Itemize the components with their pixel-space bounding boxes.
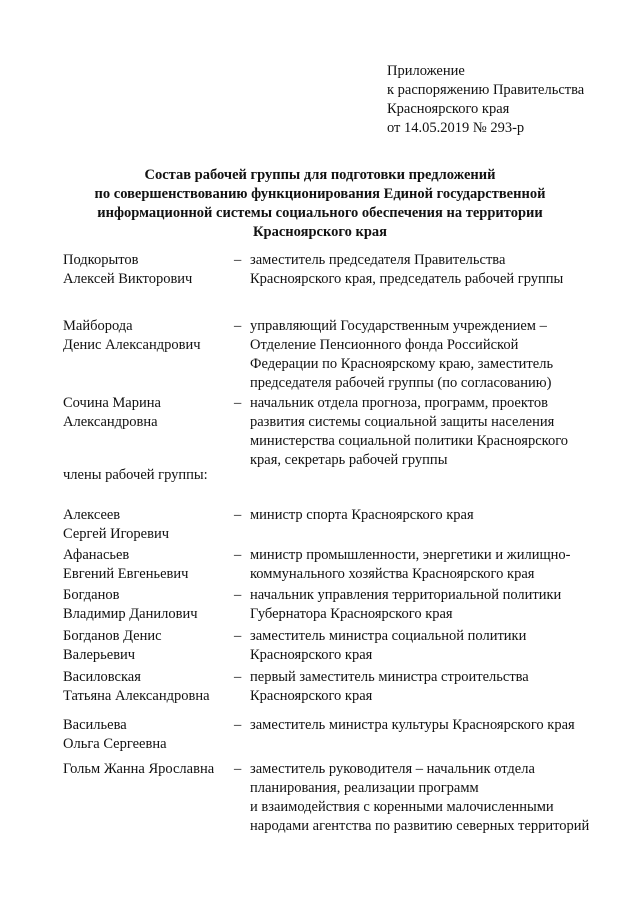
person-role: заместитель министра социальной политики Красноярского края <box>250 628 527 663</box>
person-role: заместитель министра культуры Красноярского края <box>250 717 575 733</box>
dash: – <box>234 395 242 411</box>
dash: – <box>234 717 242 733</box>
dash: – <box>234 669 242 685</box>
appendix-line: Красноярского края <box>387 101 510 117</box>
title-line: Красноярского края <box>253 224 387 240</box>
person-role: министр спорта Красноярского края <box>250 507 474 523</box>
appendix-line: Приложение <box>387 63 465 79</box>
dash: – <box>234 252 242 268</box>
person-name: Алексеев Сергей Игоревич <box>63 507 170 542</box>
appendix-line: к распоряжению Правительства <box>387 82 585 98</box>
dash: – <box>234 628 242 644</box>
person-role: первый заместитель министра строительства Красноярского края <box>250 669 529 704</box>
person-name: Сочина Марина Александровна <box>63 395 161 430</box>
appendix-line: от 14.05.2019 № 293-р <box>387 120 525 136</box>
person-name: Афанасьев Евгений Евгеньевич <box>63 547 189 582</box>
person-name: Подкорытов Алексей Викторович <box>63 252 193 287</box>
person-role: заместитель руководителя – начальник отдела планирования, реализации программ и взаимодействия с коренными малочисленными народами агентства по развитию северных территорий <box>250 761 590 834</box>
person-name: Василовская Татьяна Александровна <box>63 669 210 704</box>
person-name: Васильева Ольга Сергеевна <box>63 717 167 752</box>
person-role: министр промышленности, энергетики и жилищно- коммунального хозяйства Красноярского края <box>250 547 571 582</box>
person-role: управляющий Государственным учреждением – Отделение Пенсионного фонда Российской Федерации по Красноярскому краю, заместитель председателя рабочей группы (по согласованию) <box>250 318 554 391</box>
document-title <box>60 166 580 242</box>
dash: – <box>234 507 242 523</box>
dash: – <box>234 547 242 563</box>
person-name: Богданов Владимир Данилович <box>63 587 198 622</box>
person-name: Гольм Жанна Ярославна <box>63 761 215 777</box>
title-line: по совершенствованию функционирования Единой государственной <box>94 186 546 202</box>
title-line: информационной системы социального обеспечения на территории <box>97 205 543 221</box>
person-role: начальник управления территориальной политики Губернатора Красноярского края <box>250 587 562 622</box>
dash: – <box>234 761 242 777</box>
person-role: заместитель председателя Правительства Красноярского края, председатель рабочей группы <box>250 252 564 287</box>
person-name: Майборода Денис Александрович <box>63 318 201 353</box>
person-name: Богданов Денис Валерьевич <box>63 628 162 663</box>
members-heading: члены рабочей группы: <box>63 467 208 483</box>
person-role: начальник отдела прогноза, программ, проектов развития системы социальной защиты населения министерства социальной политики Красноярского края, секретарь рабочей группы <box>250 395 569 468</box>
title-line: Состав рабочей группы для подготовки предложений <box>144 167 496 183</box>
dash: – <box>234 587 242 603</box>
appendix-header <box>387 62 584 138</box>
dash: – <box>234 318 242 334</box>
